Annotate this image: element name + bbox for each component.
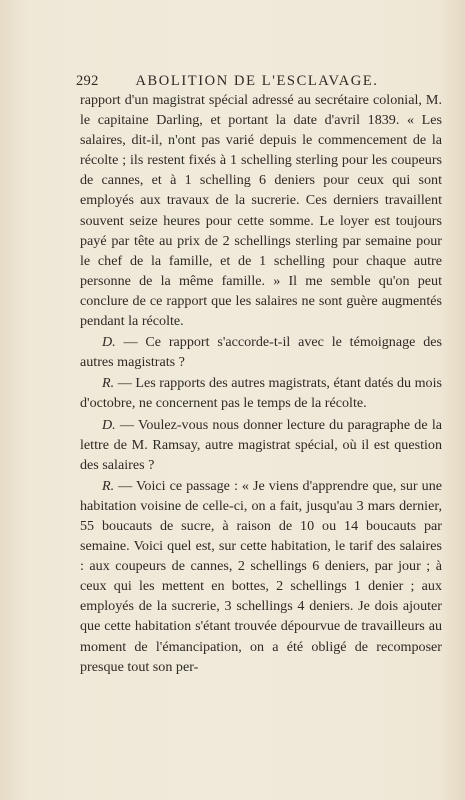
question-paragraph xyxy=(80,415,442,475)
running-title: ABOLITION DE L'ESCLAVAGE. xyxy=(135,73,379,89)
question-paragraph xyxy=(80,332,442,372)
page-number: 292 xyxy=(76,73,99,89)
speaker-label: D. xyxy=(102,416,116,433)
answer-paragraph xyxy=(80,476,442,677)
paragraph-text: — Ce rapport s'accorde-t-il avec le témoignage des autres magistrats ? xyxy=(80,334,442,371)
speaker-label: R. xyxy=(102,477,115,494)
paragraph-text: — Les rapports des autres magistrats, étant datés du mois d'octobre, ne concernent pas le temps de la récolte. xyxy=(80,375,442,412)
paragraph-text: — Voici ce passage : « Je viens d'apprendre que, sur une habitation voisine de celle-ci, on a fait, jusqu'au 3 mars dernier, 55 boucauts de sucre, à raison de 10 ou 14 boucauts par semaine. Voici quel est, sur cette habitation, le tarif des salaires : aux coupeurs de cannes, 2 schellings 6 deniers, par jour ; à ceux qui les mettent en bottes, 2 schellings 1 denier ; aux employés de la sucrerie, 3 schellings 4 deniers. Je dois ajouter que cette habitation s'étant trouvée dépourvue de travailleurs au moment de l'émancipation, on a été obligé de recomposer presque tout son per- xyxy=(80,477,442,675)
speaker-label: D. xyxy=(102,334,116,351)
answer-paragraph xyxy=(80,373,442,413)
body-text xyxy=(80,90,442,677)
speaker-label: R. xyxy=(102,375,115,392)
paragraph-continuation: rapport d'un magistrat spécial adressé au secrétaire colonial, M. le capitaine Darling, et portant la date d'avril 1839. « Les salaires, dit-il, n'ont pas varié depuis le commencement de la récolte ; ils restent fixés à 1 schelling sterling pour les coupeurs de cannes, et à 1 schelling 6 deniers pour ceux qui sont employés aux travaux de la sucrerie. Ces derniers travaillent souvent seize heures pour cette somme. Le loyer est toujours payé par tête au prix de 2 schellings sterling par semaine pour le chef de la famille, et de 1 schelling pour chaque autre personne de la même famille. » Il me semble qu'on peut conclure de ce rapport que les salaires ne sont guère augmentés pendant la récolte. xyxy=(80,92,442,330)
paragraph-text: — Voulez-vous nous donner lecture du paragraphe de la lettre de M. Ramsay, autre magistrat spécial, où il est question des salaires ? xyxy=(80,416,442,473)
